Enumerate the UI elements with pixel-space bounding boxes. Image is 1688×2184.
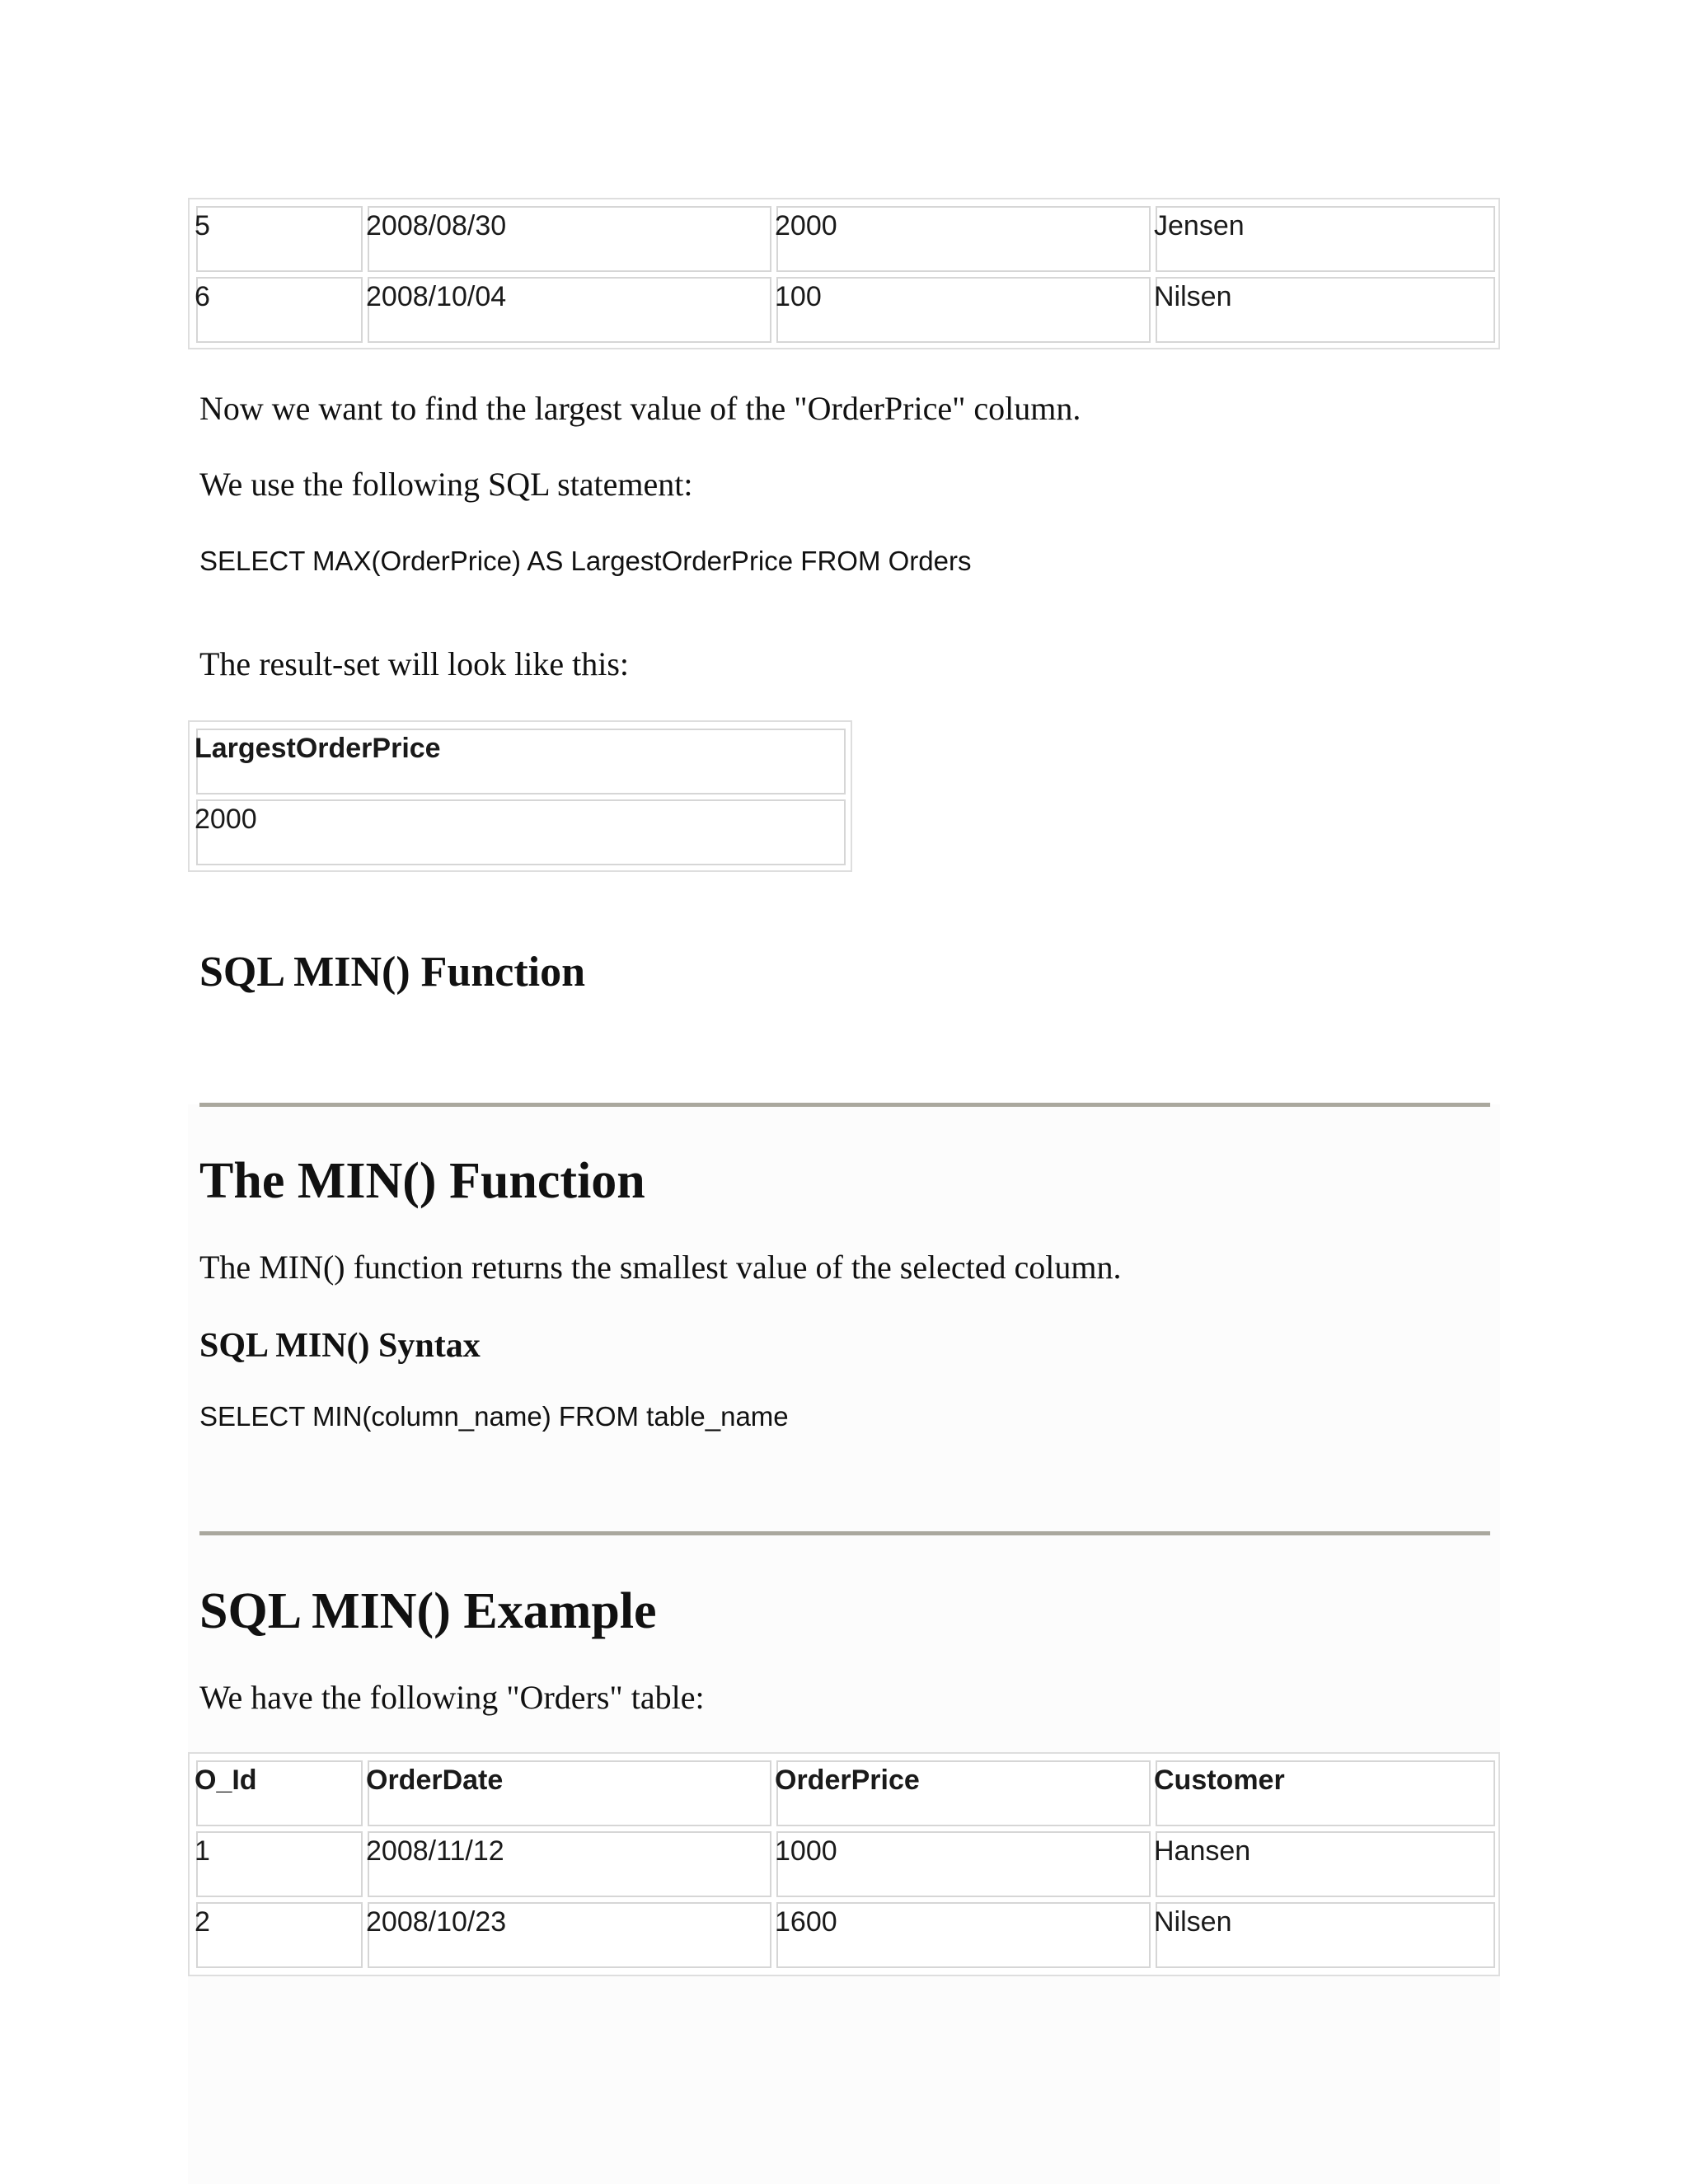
orders-table-continued: [188, 198, 1500, 349]
table-cell: 2: [196, 1902, 363, 1968]
table-cell: Jensen: [1156, 206, 1495, 272]
table-cell: 1600: [776, 1902, 1151, 1968]
sql-min-syntax: SELECT MIN(column_name) FROM table_name: [199, 1401, 789, 1432]
table-header-cell: LargestOrderPrice: [196, 729, 846, 794]
heading-the-min-function: The MIN() Function: [199, 1153, 645, 1209]
table-cell: 2008/08/30: [368, 206, 771, 272]
paragraph-orders-table: We have the following "Orders" table:: [199, 1679, 705, 1716]
horizontal-divider: [199, 1531, 1490, 1535]
sql-max-statement: SELECT MAX(OrderPrice) AS LargestOrderPrice FROM Orders: [199, 546, 972, 576]
table-header-cell: O_Id: [196, 1760, 363, 1826]
table-cell: Nilsen: [1156, 1902, 1495, 1968]
table-cell: 2000: [196, 799, 846, 865]
table-cell: 2008/10/23: [368, 1902, 771, 1968]
horizontal-divider: [199, 1103, 1490, 1107]
paragraph-result: The result-set will look like this:: [199, 645, 630, 682]
result-table: [188, 720, 852, 872]
table-cell: Nilsen: [1156, 277, 1495, 343]
table-cell: 6: [196, 277, 363, 343]
table-cell: 100: [776, 277, 1151, 343]
table-cell: 1000: [776, 1831, 1151, 1897]
orders-table: [188, 1752, 1500, 1976]
table-cell: 5: [196, 206, 363, 272]
heading-min-example: SQL MIN() Example: [199, 1583, 657, 1639]
table-cell: 2008/10/04: [368, 277, 771, 343]
table-cell: 2008/11/12: [368, 1831, 771, 1897]
table-cell: 2000: [776, 206, 1151, 272]
heading-sql-min-function: SQL MIN() Function: [199, 949, 586, 996]
paragraph-min-description: The MIN() function returns the smallest value of the selected column.: [199, 1249, 1122, 1286]
table-header-cell: OrderDate: [368, 1760, 771, 1826]
paragraph-use-sql: We use the following SQL statement:: [199, 466, 693, 503]
table-cell: Hansen: [1156, 1831, 1495, 1897]
table-header-cell: Customer: [1156, 1760, 1495, 1826]
heading-min-syntax: SQL MIN() Syntax: [199, 1327, 481, 1365]
table-header-cell: OrderPrice: [776, 1760, 1151, 1826]
table-cell: 1: [196, 1831, 363, 1897]
paragraph-largest: Now we want to find the largest value of the "OrderPrice" column.: [199, 390, 1081, 427]
